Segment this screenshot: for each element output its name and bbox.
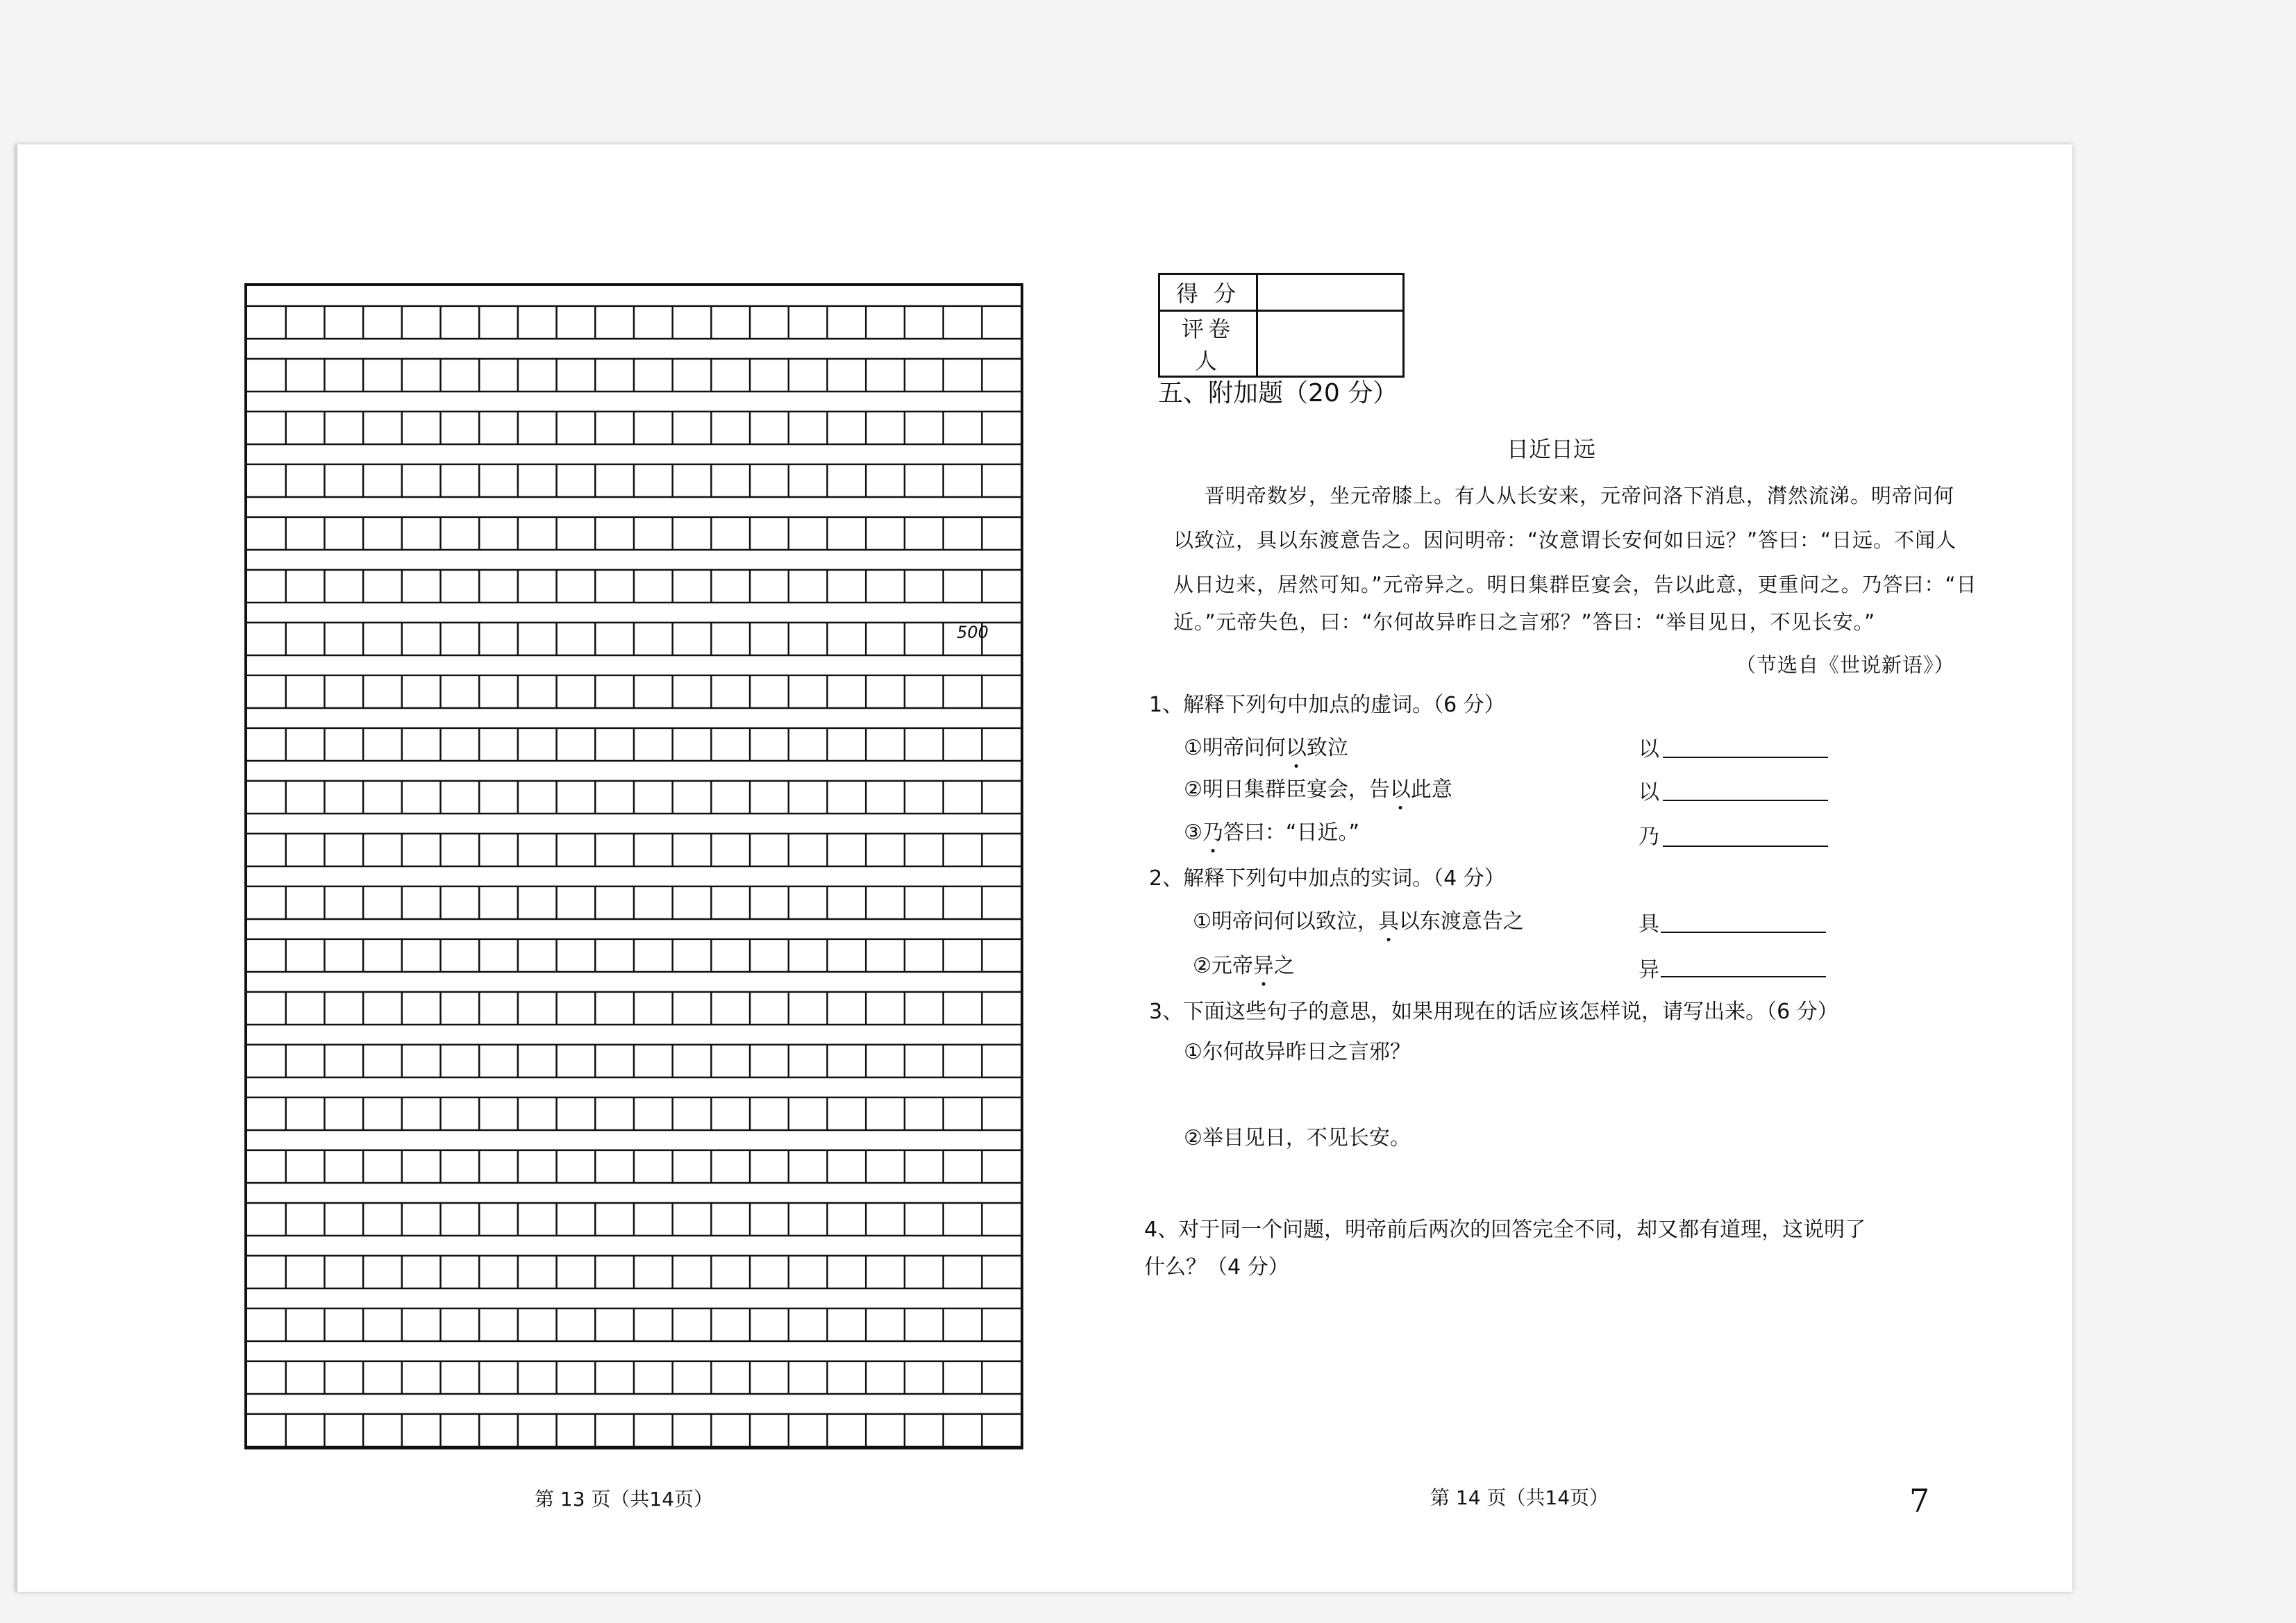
score-value-cell[interactable]	[1257, 274, 1404, 311]
q3-item-2: ②举目见日，不见长安。	[1184, 1126, 1411, 1150]
grid-lines	[247, 286, 1021, 1447]
q1-item-2-label: 以	[1639, 780, 1659, 805]
question-3: 3、下面这些句子的意思，如果用现在的话应该怎样说，请写出来。（6 分）	[1149, 1000, 1838, 1024]
passage-title: 日近日远	[1507, 436, 1596, 462]
score-label: 得 分	[1159, 274, 1257, 311]
q2-item-2-label: 异	[1639, 958, 1659, 982]
q1-item-3-answer[interactable]	[1663, 846, 1828, 847]
q1-item-3-label: 乃	[1639, 825, 1659, 849]
passage-source: （节选自《世说新语》）	[1736, 653, 1955, 677]
question-2: 2、解释下列句中加点的实词。（4 分）	[1149, 866, 1505, 891]
grader-label: 评卷人	[1159, 311, 1257, 377]
question-1: 1、解释下列句中加点的虚词。（6 分）	[1149, 693, 1505, 717]
passage-line-3: 从日边来，居然可知。”元帝异之。明日集群臣宴会，告以此意，更重问之。乃答曰：“日	[1173, 573, 1977, 596]
question-4-line-2: 什么？（4 分）	[1144, 1255, 1289, 1279]
corner-page-number: 7	[1909, 1482, 1930, 1520]
q2-item-1-label: 具	[1639, 912, 1659, 936]
q1-item-2: ②明日集群臣宴会，告以此意	[1184, 772, 1452, 802]
q2-item-1-answer[interactable]	[1661, 932, 1826, 933]
q2-item-2-answer[interactable]	[1661, 976, 1826, 977]
score-table	[1158, 273, 1405, 378]
q1-item-1-answer[interactable]	[1663, 757, 1828, 758]
word-count-mark: 500	[957, 623, 989, 642]
q1-item-1-label: 以	[1639, 737, 1659, 762]
grader-value-cell[interactable]	[1257, 311, 1404, 377]
q2-item-2: ②元帝异之	[1193, 948, 1295, 979]
q2-item-1: ①明帝问何以致泣，具以东渡意告之	[1193, 904, 1524, 934]
left-page-footer: 第 13 页（共14页）	[535, 1488, 714, 1511]
passage-line-4: 近。”元帝失色，曰：“尔何故异昨日之言邪？”答曰：“举目见日，不见长安。”	[1173, 610, 1876, 634]
passage-line-1: 晋明帝数岁，坐元帝膝上。有人从长安来，元帝问洛下消息，潸然流涕。明帝问何	[1205, 484, 1955, 507]
q3-item-1: ①尔何故异昨日之言邪？	[1184, 1040, 1411, 1064]
q1-item-3: ③乃答曰：“日近。”	[1184, 815, 1359, 846]
q1-item-1: ①明帝问何以致泣	[1184, 730, 1348, 761]
section-heading: 五、附加题（20 分）	[1158, 379, 1398, 407]
passage-line-2: 以致泣，具以东渡意告之。因问明帝：“汝意谓长安何如日远？”答曰：“日远。不闻人	[1173, 528, 1957, 552]
right-page-footer: 第 14 页（共14页）	[1430, 1486, 1609, 1509]
composition-grid	[244, 283, 1023, 1449]
q1-item-2-answer[interactable]	[1663, 800, 1828, 801]
question-4-line-1: 4、对于同一个问题，明帝前后两次的回答完全不同，却又都有道理，这说明了	[1144, 1218, 1866, 1242]
